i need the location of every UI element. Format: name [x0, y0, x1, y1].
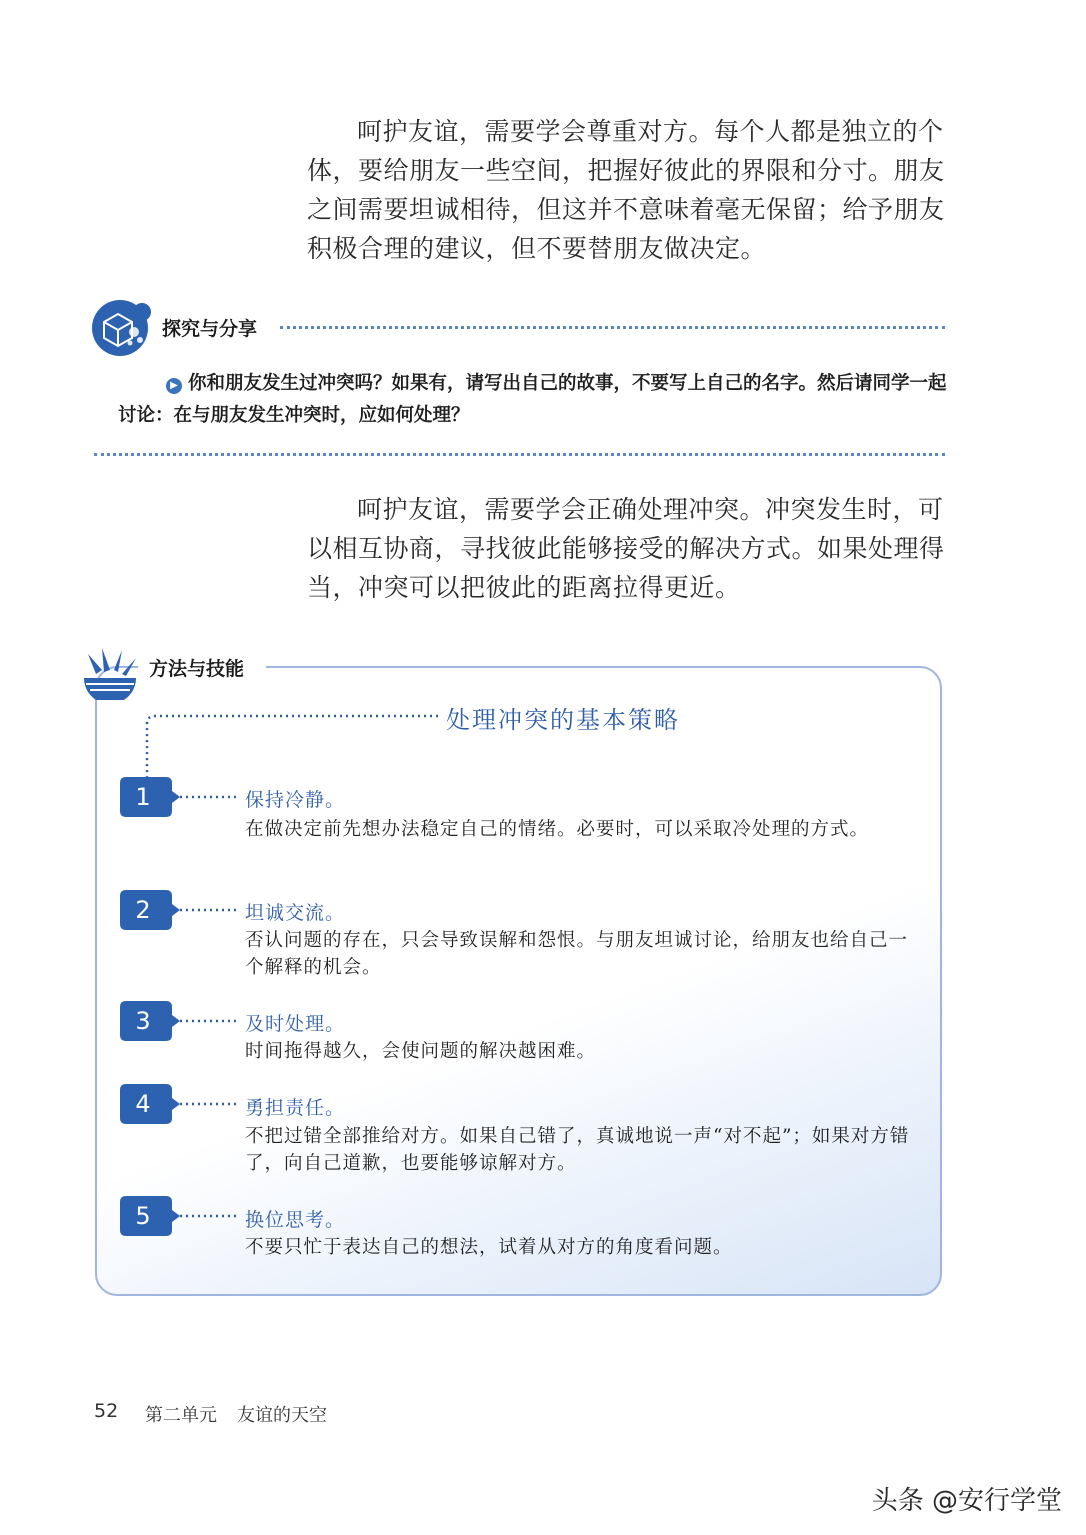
step-desc-1: 在做决定前先想办法稳定自己的情绪。必要时，可以采取冷处理的方式。 — [245, 819, 870, 840]
methods-skills-title: 方法与技能 — [149, 658, 245, 680]
step-title-4: 勇担责任。 — [245, 1097, 346, 1119]
page-number: 52 — [94, 1400, 119, 1422]
step-badge-1 — [120, 777, 180, 817]
step-desc-5: 不要只忙于表达自己的想法，试着从对方的角度看问题。 — [245, 1237, 733, 1258]
step-title-2: 坦诚交流。 — [245, 902, 346, 924]
step-badge-5 — [120, 1196, 180, 1236]
paragraph-conflict-text: 呵护友谊，需要学会正确处理冲突。冲突发生时，可以相互协商，寻找彼此能够接受的解决方式。如果处理得当，冲突可以把彼此的距离拉得更近。 — [307, 495, 945, 602]
step-number: 1 — [135, 783, 151, 811]
step-title-5: 换位思考。 — [245, 1209, 346, 1231]
step-desc-3: 时间拖得越久，会使问题的解决越困难。 — [245, 1041, 597, 1062]
step-badge-2 — [120, 890, 180, 930]
step-badge-4 — [120, 1084, 180, 1124]
explore-share-title: 探究与分享 — [162, 318, 258, 340]
step-badge-3 — [120, 1001, 180, 1041]
step-desc-4: 不把过错全部推给对方。如果自己错了，真诚地说一声“对不起”；如果对方错了，向自己道歉，也要能够谅解对方。 — [245, 1126, 910, 1174]
step-title-1: 保持冷静。 — [245, 789, 346, 811]
step-desc-2: 否认问题的存在，只会导致误解和怨恨。与朋友坦诚讨论，给朋友也给自己一个解释的机会。 — [245, 930, 909, 978]
step-number: 5 — [135, 1202, 151, 1230]
footer-chapter: 友谊的天空 — [237, 1405, 327, 1426]
watermark: 头条 @安行学堂 — [871, 1486, 1062, 1516]
bullet-icon: ▶ — [166, 378, 182, 394]
step-number: 2 — [135, 896, 151, 924]
step-number: 4 — [135, 1090, 151, 1118]
strategy-heading: 处理冲突的基本策略 — [446, 706, 680, 734]
paragraph-respect-text: 呵护友谊，需要学会尊重对方。每个人都是独立的个体，要给朋友一些空间，把握好彼此的界限和分寸。朋友之间需要坦诚相待，但这并不意味着毫无保留；给予朋友积极合理的建议，但不要替朋友做决定。 — [307, 117, 945, 263]
footer-unit: 第二单元 — [145, 1405, 217, 1426]
explore-question-text: 你和朋友发生过冲突吗？如果有，请写出自己的故事，不要写上自己的名字。然后请同学一起讨论：在与朋友发生冲突时，应如何处理？ — [118, 373, 947, 426]
step-title-3: 及时处理。 — [245, 1013, 346, 1035]
step-number: 3 — [135, 1007, 151, 1035]
